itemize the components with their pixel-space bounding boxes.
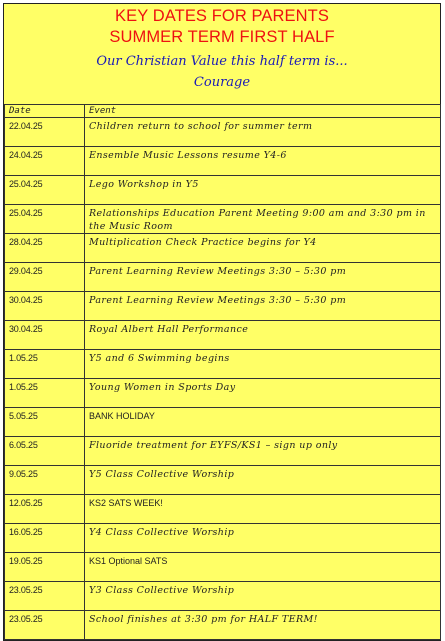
table-row — [5, 553, 441, 582]
date-cell: 29.04.25 — [5, 263, 85, 292]
date-cell: 28.04.25 — [5, 234, 85, 263]
event-cell: Y5 and 6 Swimming begins — [85, 350, 441, 379]
title-line-1: KEY DATES FOR PARENTS — [115, 7, 329, 25]
date-cell: 5.05.25 — [5, 408, 85, 437]
table-row — [5, 321, 441, 350]
table-row — [5, 118, 441, 147]
table-row — [5, 495, 441, 524]
date-cell: 19.05.25 — [5, 553, 85, 582]
date-cell: 23.05.25 — [5, 582, 85, 611]
event-cell: Lego Workshop in Y5 — [85, 176, 441, 205]
table-row — [5, 611, 441, 640]
event-cell: KS1 Optional SATS — [85, 553, 441, 582]
date-cell: 22.04.25 — [5, 118, 85, 147]
table-row — [5, 147, 441, 176]
table-row — [5, 408, 441, 437]
key-dates-sheet — [3, 3, 441, 641]
table-body — [5, 118, 441, 640]
table-row — [5, 205, 441, 234]
date-cell: 23.05.25 — [5, 611, 85, 640]
title-line-2: SUMMER TERM FIRST HALF — [109, 28, 335, 46]
table-row — [5, 263, 441, 292]
table-header-row — [5, 105, 441, 118]
table-row — [5, 582, 441, 611]
event-cell: KS2 SATS WEEK! — [85, 495, 441, 524]
table-row — [5, 292, 441, 321]
table-row — [5, 437, 441, 466]
event-cell: Y5 Class Collective Worship — [85, 466, 441, 495]
event-cell: Parent Learning Review Meetings 3:30 – 5:30 pm — [85, 292, 441, 321]
event-cell: BANK HOLIDAY — [85, 408, 441, 437]
date-cell: 9.05.25 — [5, 466, 85, 495]
table-row — [5, 466, 441, 495]
date-cell: 1.05.25 — [5, 379, 85, 408]
key-dates-table — [4, 104, 441, 640]
column-header-date: Date — [5, 105, 85, 118]
event-cell: Multiplication Check Practice begins for Y4 — [85, 234, 441, 263]
table-row — [5, 234, 441, 263]
column-header-event: Event — [85, 105, 441, 118]
event-cell: Parent Learning Review Meetings 3:30 – 5:30 pm — [85, 263, 441, 292]
table-row — [5, 379, 441, 408]
date-cell: 1.05.25 — [5, 350, 85, 379]
table-row — [5, 176, 441, 205]
header — [4, 4, 440, 104]
event-cell: Royal Albert Hall Performance — [85, 321, 441, 350]
event-cell: Young Women in Sports Day — [85, 379, 441, 408]
date-cell: 12.05.25 — [5, 495, 85, 524]
date-cell: 16.05.25 — [5, 524, 85, 553]
event-cell: Fluoride treatment for EYFS/KS1 – sign up only — [85, 437, 441, 466]
event-cell: Y4 Class Collective Worship — [85, 524, 441, 553]
table-row — [5, 350, 441, 379]
christian-value-line-1: Our Christian Value this half term is... — [96, 54, 348, 69]
table-row — [5, 524, 441, 553]
event-cell: Ensemble Music Lessons resume Y4-6 — [85, 147, 441, 176]
date-cell: 24.04.25 — [5, 147, 85, 176]
event-cell: Y3 Class Collective Worship — [85, 582, 441, 611]
christian-value-line-2: Courage — [193, 75, 251, 90]
date-cell: 30.04.25 — [5, 292, 85, 321]
date-cell: 30.04.25 — [5, 321, 85, 350]
date-cell: 25.04.25 — [5, 205, 85, 234]
event-cell: Relationships Education Parent Meeting 9:00 am and 3:30 pm in the Music Room — [85, 205, 441, 234]
date-cell: 25.04.25 — [5, 176, 85, 205]
event-cell: School finishes at 3:30 pm for HALF TERM! — [85, 611, 441, 640]
event-cell: Children return to school for summer term — [85, 118, 441, 147]
date-cell: 6.05.25 — [5, 437, 85, 466]
